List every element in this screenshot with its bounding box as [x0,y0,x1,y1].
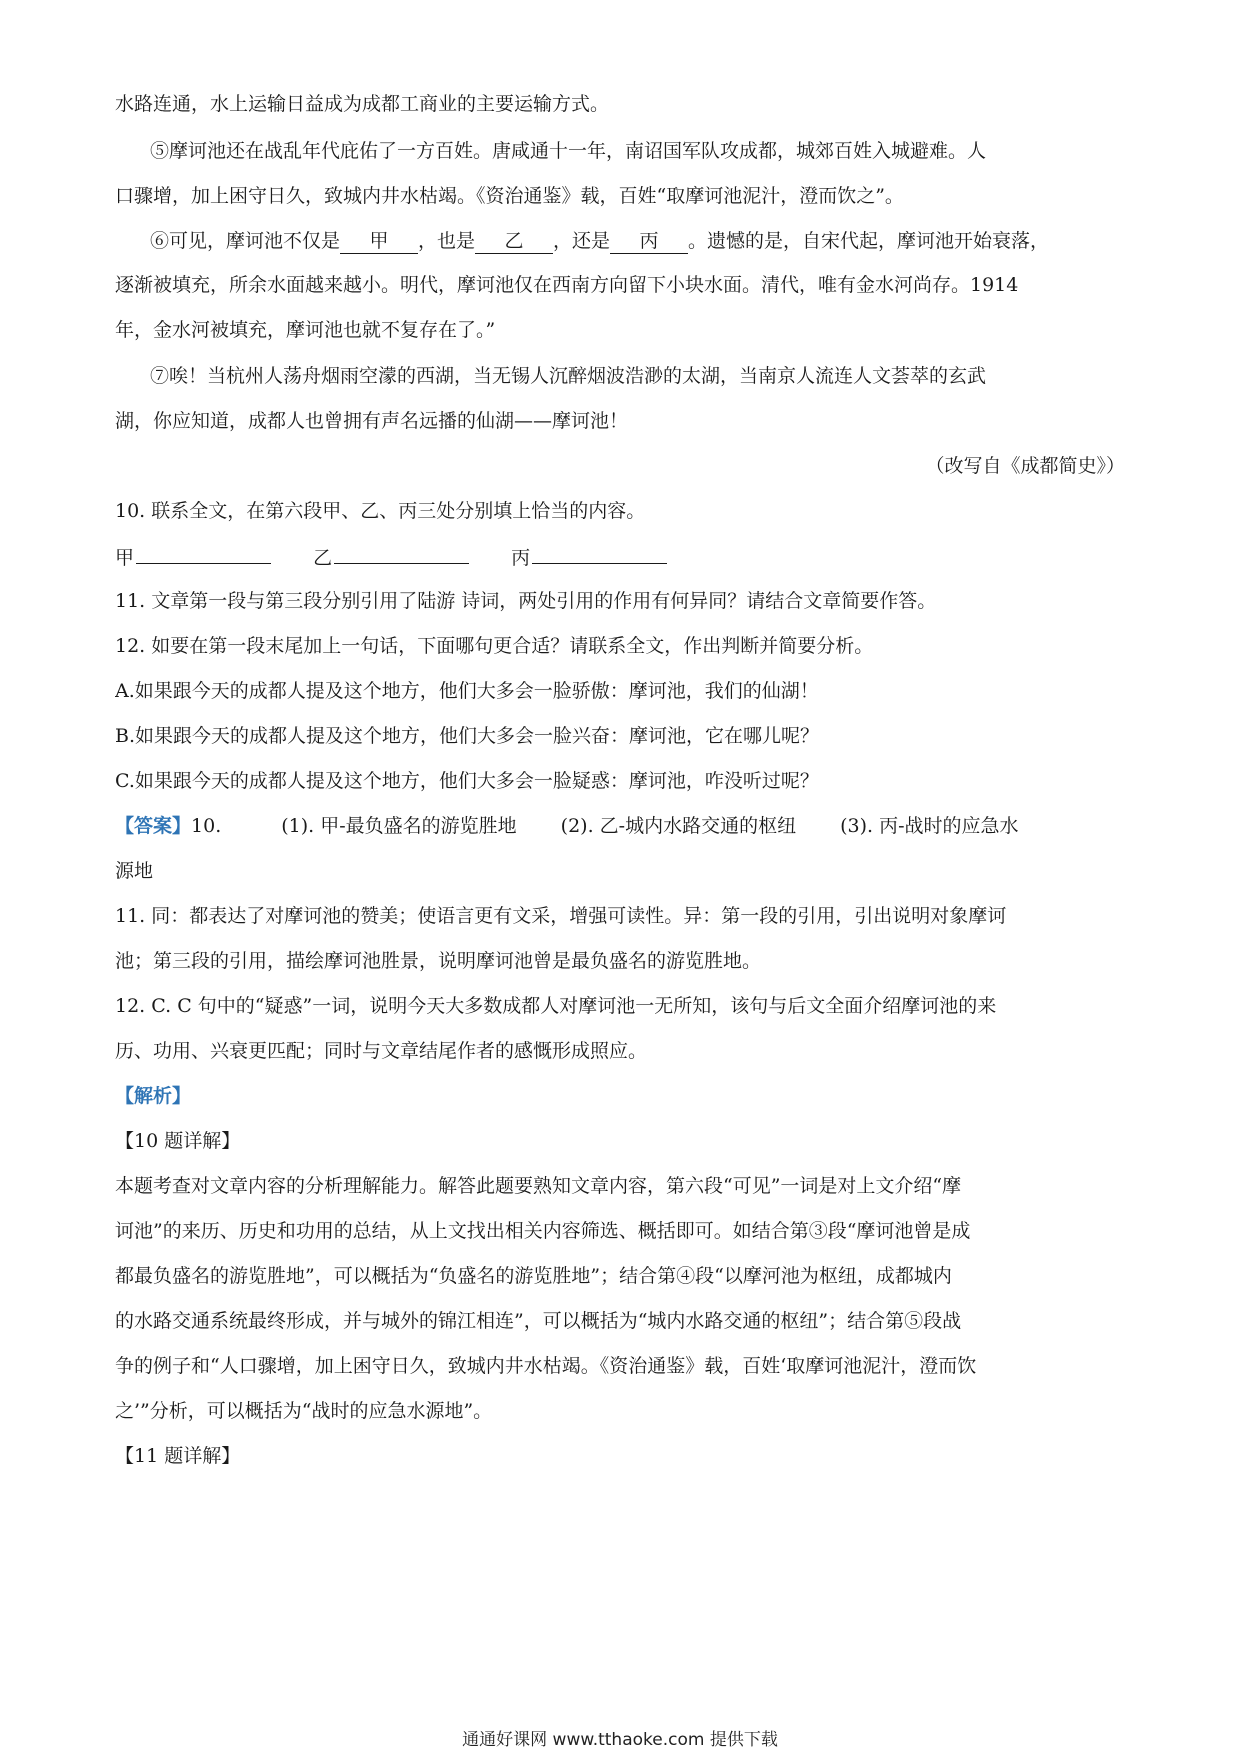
answer-12: 12. C. C 句中的“疑惑”一词，说明今天大多数成都人对摩诃池一无所知，该句与后文全面介绍摩诃池的来 [115,995,997,1017]
question-12: 12. 如要在第一段末尾加上一句话，下面哪句更合适？请联系全文，作出判断并简要分析。 [115,635,874,657]
answer-10-line [115,811,1125,841]
analysis-tag: 【解析】 [115,1085,192,1107]
question-10: 10. 联系全文，在第六段甲、乙、丙三处分别填上恰当的内容。 [115,500,646,522]
passage-line: 逐渐被填充，所余水面越来越小。明代，摩诃池仅在西南方向留下小块水面。清代，唯有金水河尚存。1914 [115,274,1019,296]
answer-11: 11. 同：都表达了对摩诃池的赞美；使语言更有文采，增强可读性。异：第一段的引用，引出说明对象摩诃 [115,905,1007,927]
blank-jia: 甲 [340,229,418,254]
analysis-text: 之’”分析，可以概括为“战时的应急水源地”。 [115,1400,493,1422]
answer-line-jia [136,541,271,564]
passage-text: 。遗憾的是，自宋代起，摩诃池开始衰落， [688,230,1050,252]
passage-line: 湖，你应知道，成都人也曾拥有声名远播的仙湖——摩诃池！ [115,410,629,432]
option-b: B.如果跟今天的成都人提及这个地方，他们大多会一脸兴奋：摩诃池，它在哪儿呢？ [115,725,820,747]
passage-paragraph-7: ⑦唉！当杭州人荡舟烟雨空濛的西湖，当无锡人沉醉烟波浩渺的太湖，当南京人流连人文荟萃的玄武 [150,365,987,387]
analysis-text: 本题考查对文章内容的分析理解能力。解答此题要熟知文章内容，第六段“可见”一词是对上文介绍“摩 [115,1175,962,1197]
answer-10-continued: 源地 [115,860,154,882]
passage-paragraph-6 [150,226,1125,256]
passage-line: 口骤增，加上困守日久，致城内井水枯竭。《资治通鉴》载，百姓“取摩诃池泥汁，澄而饮之”。 [115,185,904,207]
passage-line: 水路连通，水上运输日益成为成都工商业的主要运输方式。 [115,93,610,115]
passage-line: 年，金水河被填充，摩诃池也就不复存在了。” [115,319,496,341]
answer-10-number: 10. [191,815,222,837]
blank-yi: 乙 [475,229,553,254]
answer-line-bing [532,541,667,564]
source-citation: （改写自《成都简史》） [925,455,1125,477]
passage-text: ，还是 [553,230,611,252]
analysis-heading-11: 【11 题详解】 [115,1445,241,1467]
analysis-text: 诃池”的来历、历史和功用的总结，从上文找出相关内容筛选、概括即可。如结合第③段“摩诃池曾是成 [115,1220,971,1242]
question-11: 11. 文章第一段与第三段分别引用了陆游 诗词，两处引用的作用有何异同？请结合文章简要作答。 [115,590,937,612]
answer-tag: 【答案】 [115,815,192,837]
answer-11-continued: 池；第三段的引用，描绘摩诃池胜景，说明摩诃池曾是最负盛名的游览胜地。 [115,950,762,972]
passage-text: ⑥可见，摩诃池不仅是 [150,230,341,252]
answer-12-continued: 历、功用、兴衰更匹配；同时与文章结尾作者的感慨形成照应。 [115,1040,648,1062]
label-bing: 丙 [511,547,531,569]
option-a: A.如果跟今天的成都人提及这个地方，他们大多会一脸骄傲：摩诃池，我们的仙湖！ [115,680,819,702]
answer-10-part-3: (3). 丙-战时的应急水 [840,815,1019,837]
analysis-heading-10: 【10 题详解】 [115,1130,241,1152]
label-yi: 乙 [313,547,333,569]
analysis-text: 都最负盛名的游览胜地”，可以概括为“负盛名的游览胜地”；结合第④段“以摩河池为枢纽，成都城内 [115,1265,952,1287]
question-10-blanks [115,541,1125,573]
answer-line-yi [334,541,469,564]
passage-text: ，也是 [418,230,476,252]
answer-10-part-1: (1). 甲-最负盛名的游览胜地 [281,815,517,837]
label-jia: 甲 [115,547,135,569]
analysis-text: 的水路交通系统最终形成，并与城外的锦江相连”，可以概括为“城内水路交通的枢纽”；结合第⑤段战 [115,1310,962,1332]
option-c: C.如果跟今天的成都人提及这个地方，他们大多会一脸疑惑：摩诃池，咋没听过呢？ [115,770,819,792]
analysis-text: 争的例子和“人口骤增，加上困守日久，致城内井水枯竭。《资治通鉴》载，百姓‘取摩诃池泥汁，澄而饮 [115,1355,977,1377]
answer-10-part-2: (2). 乙-城内水路交通的枢纽 [560,815,797,837]
passage-paragraph-5: ⑤摩诃池还在战乱年代庇佑了一方百姓。唐咸通十一年，南诏国军队攻成都，城郊百姓入城避难。人 [150,140,987,162]
blank-bing: 丙 [610,229,688,254]
footer-watermark: 通通好课网 www.tthaoke.com 提供下载 [462,1730,778,1750]
